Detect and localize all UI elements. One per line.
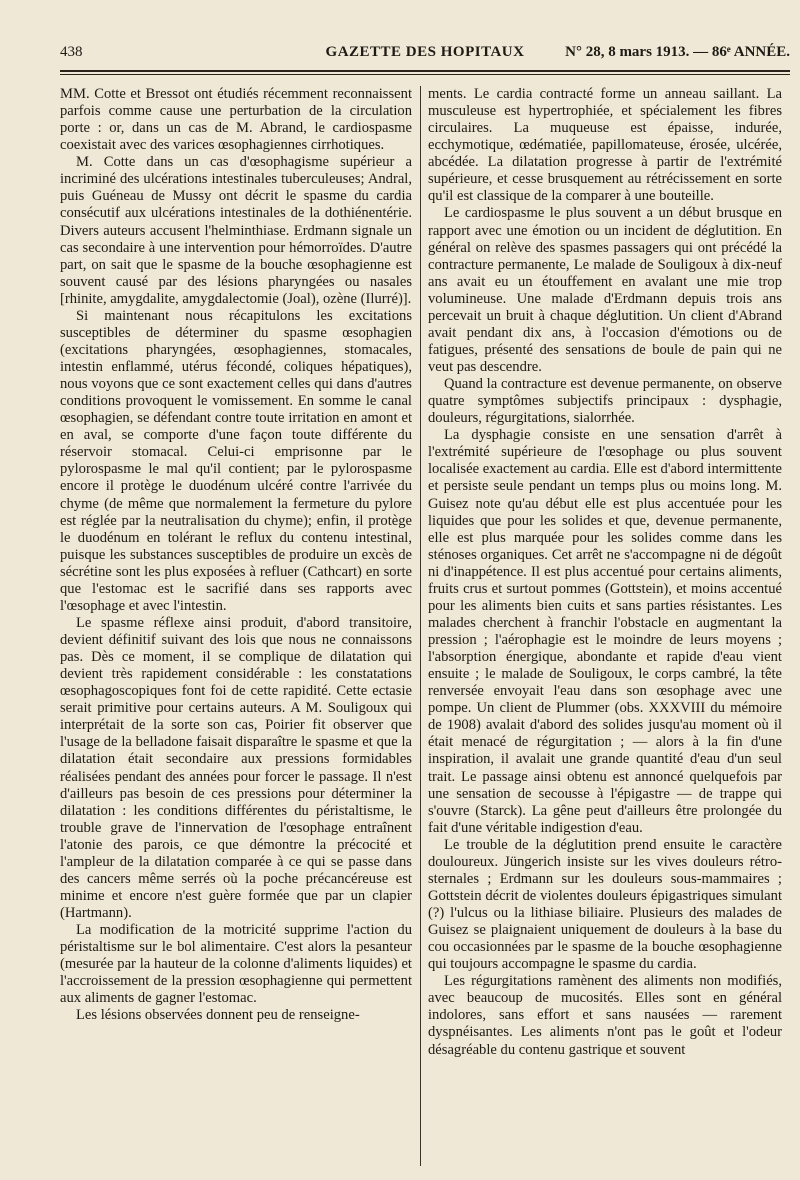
- paragraph: Le spasme réflexe ainsi produit, d'abord transitoire, devient définitif suivant des lois que nous ne connaissons pas. Dès ce moment, il se complique de dilatation qui devient très rapidement considérable : les constatations œsophagoscopiques font foi de cette rapidité. Cette ectasie serait primitive pour certains auteurs. A M. Souligoux qui interprétait de la sorte son cas, Poirier fit observer que l'usage de la belladone faisait disparaître le spasme et que la dilatation était secondaire aux pressions formidables réalisées pendant des années pour forcer le passage. Il n'est d'ailleurs pas besoin de ces pressions pour déterminer la dilatation : les conditions différentes du péristaltisme, le trouble grave de l'innervation de l'œsophage entraînent l'atonie des parois, ce que démontre la précocité et l'ampleur de la dilatation comparée à ce qui se passe dans des cancers même serrés où la poche précancéreuse est minime et encore n'est guère formée que par un clapier (Hartmann).: [60, 614, 412, 921]
- journal-title: GAZETTE DES HOPITAUX: [325, 44, 525, 60]
- column-divider: [420, 86, 421, 1166]
- issue-date: N° 28, 8 mars 1913. — 86ᵉ ANNÉE.: [565, 44, 790, 60]
- right-column: [428, 86, 782, 1166]
- paragraph: Le cardiospasme le plus souvent a un début brusque en rapport avec une émotion ou un incident de déglutition. En général on relève des spasmes passagers qui ont précédé la contracture permanente, Le malade de Souligoux à dix-neuf ans avait eu un étouffement en avalant une mie trop volumineuse. Une malade d'Erdmann depuis trois ans percevait un bruit à chaque déglutition. Un client d'Abrand avait pendant dix ans, à l'occasion d'émotions ou de fatigues, présenté des sensations de boule de pain qui ne veut pas descendre.: [428, 205, 782, 375]
- paragraph: MM. Cotte et Bressot ont étudiés récemment reconnaissent parfois comme cause une perturbation de la circulation porte : or, dans un cas de M. Abrand, le cardiospasme coexistait avec des varices œsophagiennes cirrhotiques.: [60, 86, 412, 154]
- paragraph: La dysphagie consiste en une sensation d'arrêt à l'extrémité supérieure de l'œsophage ou plus souvent localisée exactement au cardia. Elle est d'abord intermittente et persiste seule pendant un temps plus ou moins long. M. Guisez note qu'au début elle est plus accentuée pour les liquides que pour les solides et que, devenue permanente, elle est plus marquée pour les solides comme dans les sténoses organiques. Cet arrêt ne s'accompagne ni de dégoût ni d'inappétence. Il est plus accentué pour certains aliments, fruits crus et surtout pommes (Gottstein), et moins accentué pour les aliments bien cuits et sans parties résistantes. Les malades cherchent à franchir l'obstacle en augmentant la pression ; l'aérophagie est le moindre de leurs moyens ; l'absorption énergique, abondante et rapide d'eau vient ensuite ; le malade de Souligoux, le corps cambré, la tête renversée envoyait l'eau dans son œsophage avec une pompe. Un client de Plummer (obs. XXXVIII du mémoire de 1908) avalait d'abord des solides jusqu'au moment où il était menacé de régurgitation ; — alors à la fin d'une inspiration, il avalait une grande quantité d'eau d'un seul trait. Le passage ainsi obtenu est annoncé quelquefois par une sensation de secousse à l'épigastre — de trappe qui s'ouvre (Starck). La gêne peut d'ailleurs être prolongée du fait d'une véritable indigestion d'eau.: [428, 427, 782, 836]
- paragraph: Les lésions observées donnent peu de renseigne-: [76, 1007, 360, 1024]
- paragraph: Le trouble de la déglutition prend ensuite le caractère douloureux. Jüngerich insiste sur les vives douleurs rétro-sternales ; Erdmann sur les douleurs sous-mammaires ; Gottstein décrit de violentes douleurs épigastriques simulant (?) l'ulcus ou la lithiase biliaire. Plusieurs des malades de Guisez se plaignaient uniquement de douleurs à la base du cou occasionnées par le spasme de la bouche œsophagienne qui toujours accompagne le spasme du cardia.: [428, 836, 782, 973]
- running-header: [60, 44, 790, 66]
- page-number: 438: [60, 44, 83, 60]
- paragraph: Si maintenant nous récapitulons les excitations susceptibles de déterminer du spasme œsophagien (excitations pharyngées, œsophagiennes, stomacales, intestin enflammé, utérus fécondé, coliques hépatiques), nous voyons que ce sont exactement celles qui dans d'autres conditions provoquent le vomissement. En somme le canal œsophagien, se défendant contre toute irritation en amont et en aval, se comporte d'une façon toute différente du réservoir stomacal. Celui-ci emprisonne par le pylorospasme le mal qu'il contient; par le pylorospasme encore il protège le duodénum ulcéré contre l'arrivée du chyme (de même que normalement la fermeture du pylore est réglée par la neutralisation du chyme); enfin, il protège le duodénum en tolérant le reflux du contenu intestinal, puisque les substances susceptibles de produire un excès de sécrétine sont les plus exposées à refluer (Cathcart) en sorte que l'estomac est le sacrifié dans ses rapports avec l'œsophage et avec l'intestin.: [60, 307, 412, 614]
- paragraph: ments. Le cardia contracté forme un anneau saillant. La musculeuse est hypertrophiée, et spécialement les fibres circulaires. La muqueuse est épaisse, indurée, ecchymotique, œdématiée, papillomateuse, érosée, ulcérée, abcédée. La dilatation progresse à partir de l'extrémité supérieure, et cesse brusquement au rétrécissement en sorte qu'il est classique de la comparer à une bouteille.: [428, 86, 782, 205]
- header-rule-thin: [60, 74, 790, 75]
- paragraph: La modification de la motricité supprime l'action du péristaltisme sur le bol alimentaire. C'est alors la pesanteur (mesurée par la hauteur de la colonne d'aliments liquides) et l'accroissement de la pression œsophagienne qui permettent aux aliments de gagner l'estomac.: [60, 922, 412, 1007]
- paragraph: Quand la contracture est devenue permanente, on observe quatre symptômes subjectifs principaux : dysphagie, douleurs, régurgitations, sialorrhée.: [428, 376, 782, 427]
- paragraph: Les régurgitations ramènent des aliments non modifiés, avec beaucoup de mucosités. Elles sont en général indolores, sans effort et sans nausées — rarement dyspnéisantes. Les aliments n'ont pas le goût et l'odeur désagréable du contenu gastrique et souvent: [428, 973, 782, 1058]
- paragraph: M. Cotte dans un cas d'œsophagisme supérieur a incriminé des ulcérations intestinales tuberculeuses; Andral, puis Guéneau de Mussy ont décrit le spasme du cardia consécutif aux ulcérations intestinales de la dothiénentérie. Divers auteurs accusent l'helminthiase. Erdmann signale un cas secondaire à une intervention pour hémorroïdes. D'autre part, on sait que le spasme de la bouche œsophagienne est souvent causé par des lésions pharyngées ou nasales [rhinite, amygdalite, amygdalectomie (Joal), ozène (Ilurré)].: [60, 154, 412, 307]
- header-rule-thick: [60, 70, 790, 72]
- left-column: [60, 86, 412, 1166]
